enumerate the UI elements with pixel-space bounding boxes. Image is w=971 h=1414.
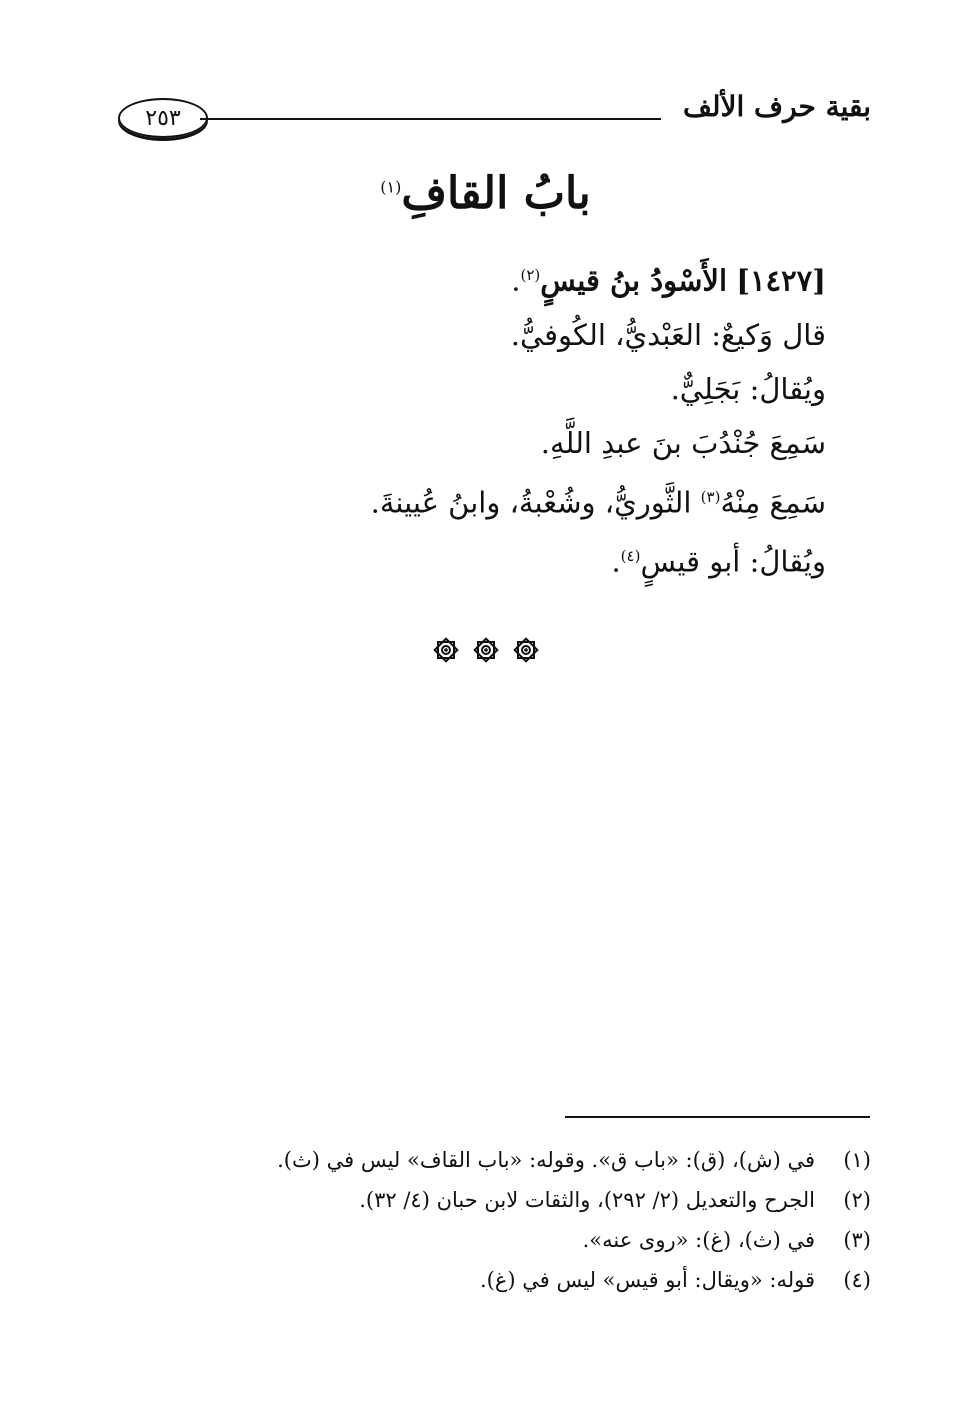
footnotes — [91, 1140, 871, 1300]
section-ornaments — [0, 636, 971, 664]
footnote-item — [91, 1140, 871, 1180]
footnote-text: قوله: «ويقال: أبو قيس» ليس في (غ). — [479, 1268, 815, 1292]
entry-line: قال وَكيعٌ: العَبْديُّ، الكُوفيُّ. — [510, 317, 826, 352]
footnote-number: (١) — [843, 1148, 871, 1172]
footnote-number: (٤) — [843, 1268, 871, 1292]
entry-line: سَمِعَ جُنْدُبَ بنَ عبدِ اللَّهِ. — [540, 425, 826, 460]
footnote-item — [91, 1180, 871, 1220]
chapter-footnote-ref: (١) — [380, 177, 402, 197]
running-header-title: بقية حرف الألف — [683, 90, 871, 123]
entry-footnote-ref-3: (٣) — [700, 487, 721, 506]
entry-line-kunya-part-a: ويُقالُ: أبو قيسٍ — [640, 544, 826, 579]
footnote-text: في (ث)، (غ): «روى عنه». — [582, 1228, 815, 1252]
entry-line-students — [186, 470, 826, 530]
entry-footnote-ref-4: (٤) — [620, 547, 641, 566]
footnote-number: (٣) — [843, 1228, 871, 1252]
entry-number: [١٤٢٧] — [736, 263, 826, 298]
footnote-item — [91, 1220, 871, 1260]
star-flower-ornament-icon — [472, 636, 500, 664]
entry-line-kunya — [186, 529, 826, 589]
star-flower-ornament-icon — [432, 636, 460, 664]
footnote-text: في (ش)، (ق): «باب ق». وقوله: «باب القاف» ليس في (ث). — [277, 1148, 815, 1172]
chapter-title-text: بابُ القافِ — [401, 168, 591, 219]
entry-name: الأَسْودُ بنُ قيسٍ — [540, 263, 727, 298]
footnote-number: (٢) — [843, 1188, 871, 1212]
footnote-item — [91, 1260, 871, 1300]
entry-body — [186, 248, 826, 589]
star-flower-ornament-icon — [512, 636, 540, 664]
entry-line-students-part-b: الثَّوريُّ، وشُعْبةُ، وابنُ عُيينةَ. — [370, 485, 701, 520]
page-number-badge: ٢٥٣ — [118, 98, 208, 138]
footnote-text: الجرح والتعديل (٢/ ٢٩٢)، والثقات لابن حبان (٤/ ٣٢). — [359, 1188, 815, 1212]
entry-heading — [186, 248, 826, 308]
entry-line-students-part-a: سَمِعَ مِنْهُ — [720, 485, 826, 520]
entry-name-footnote-ref: (٢) — [520, 266, 541, 284]
header-rule — [200, 118, 661, 120]
entry-heading-period: . — [511, 263, 521, 298]
entry-line-kunya-period: . — [611, 544, 621, 579]
entry-line: ويُقالُ: بَجَلِيٌّ. — [670, 371, 826, 406]
chapter-title — [0, 168, 971, 219]
footnote-separator — [565, 1116, 870, 1118]
